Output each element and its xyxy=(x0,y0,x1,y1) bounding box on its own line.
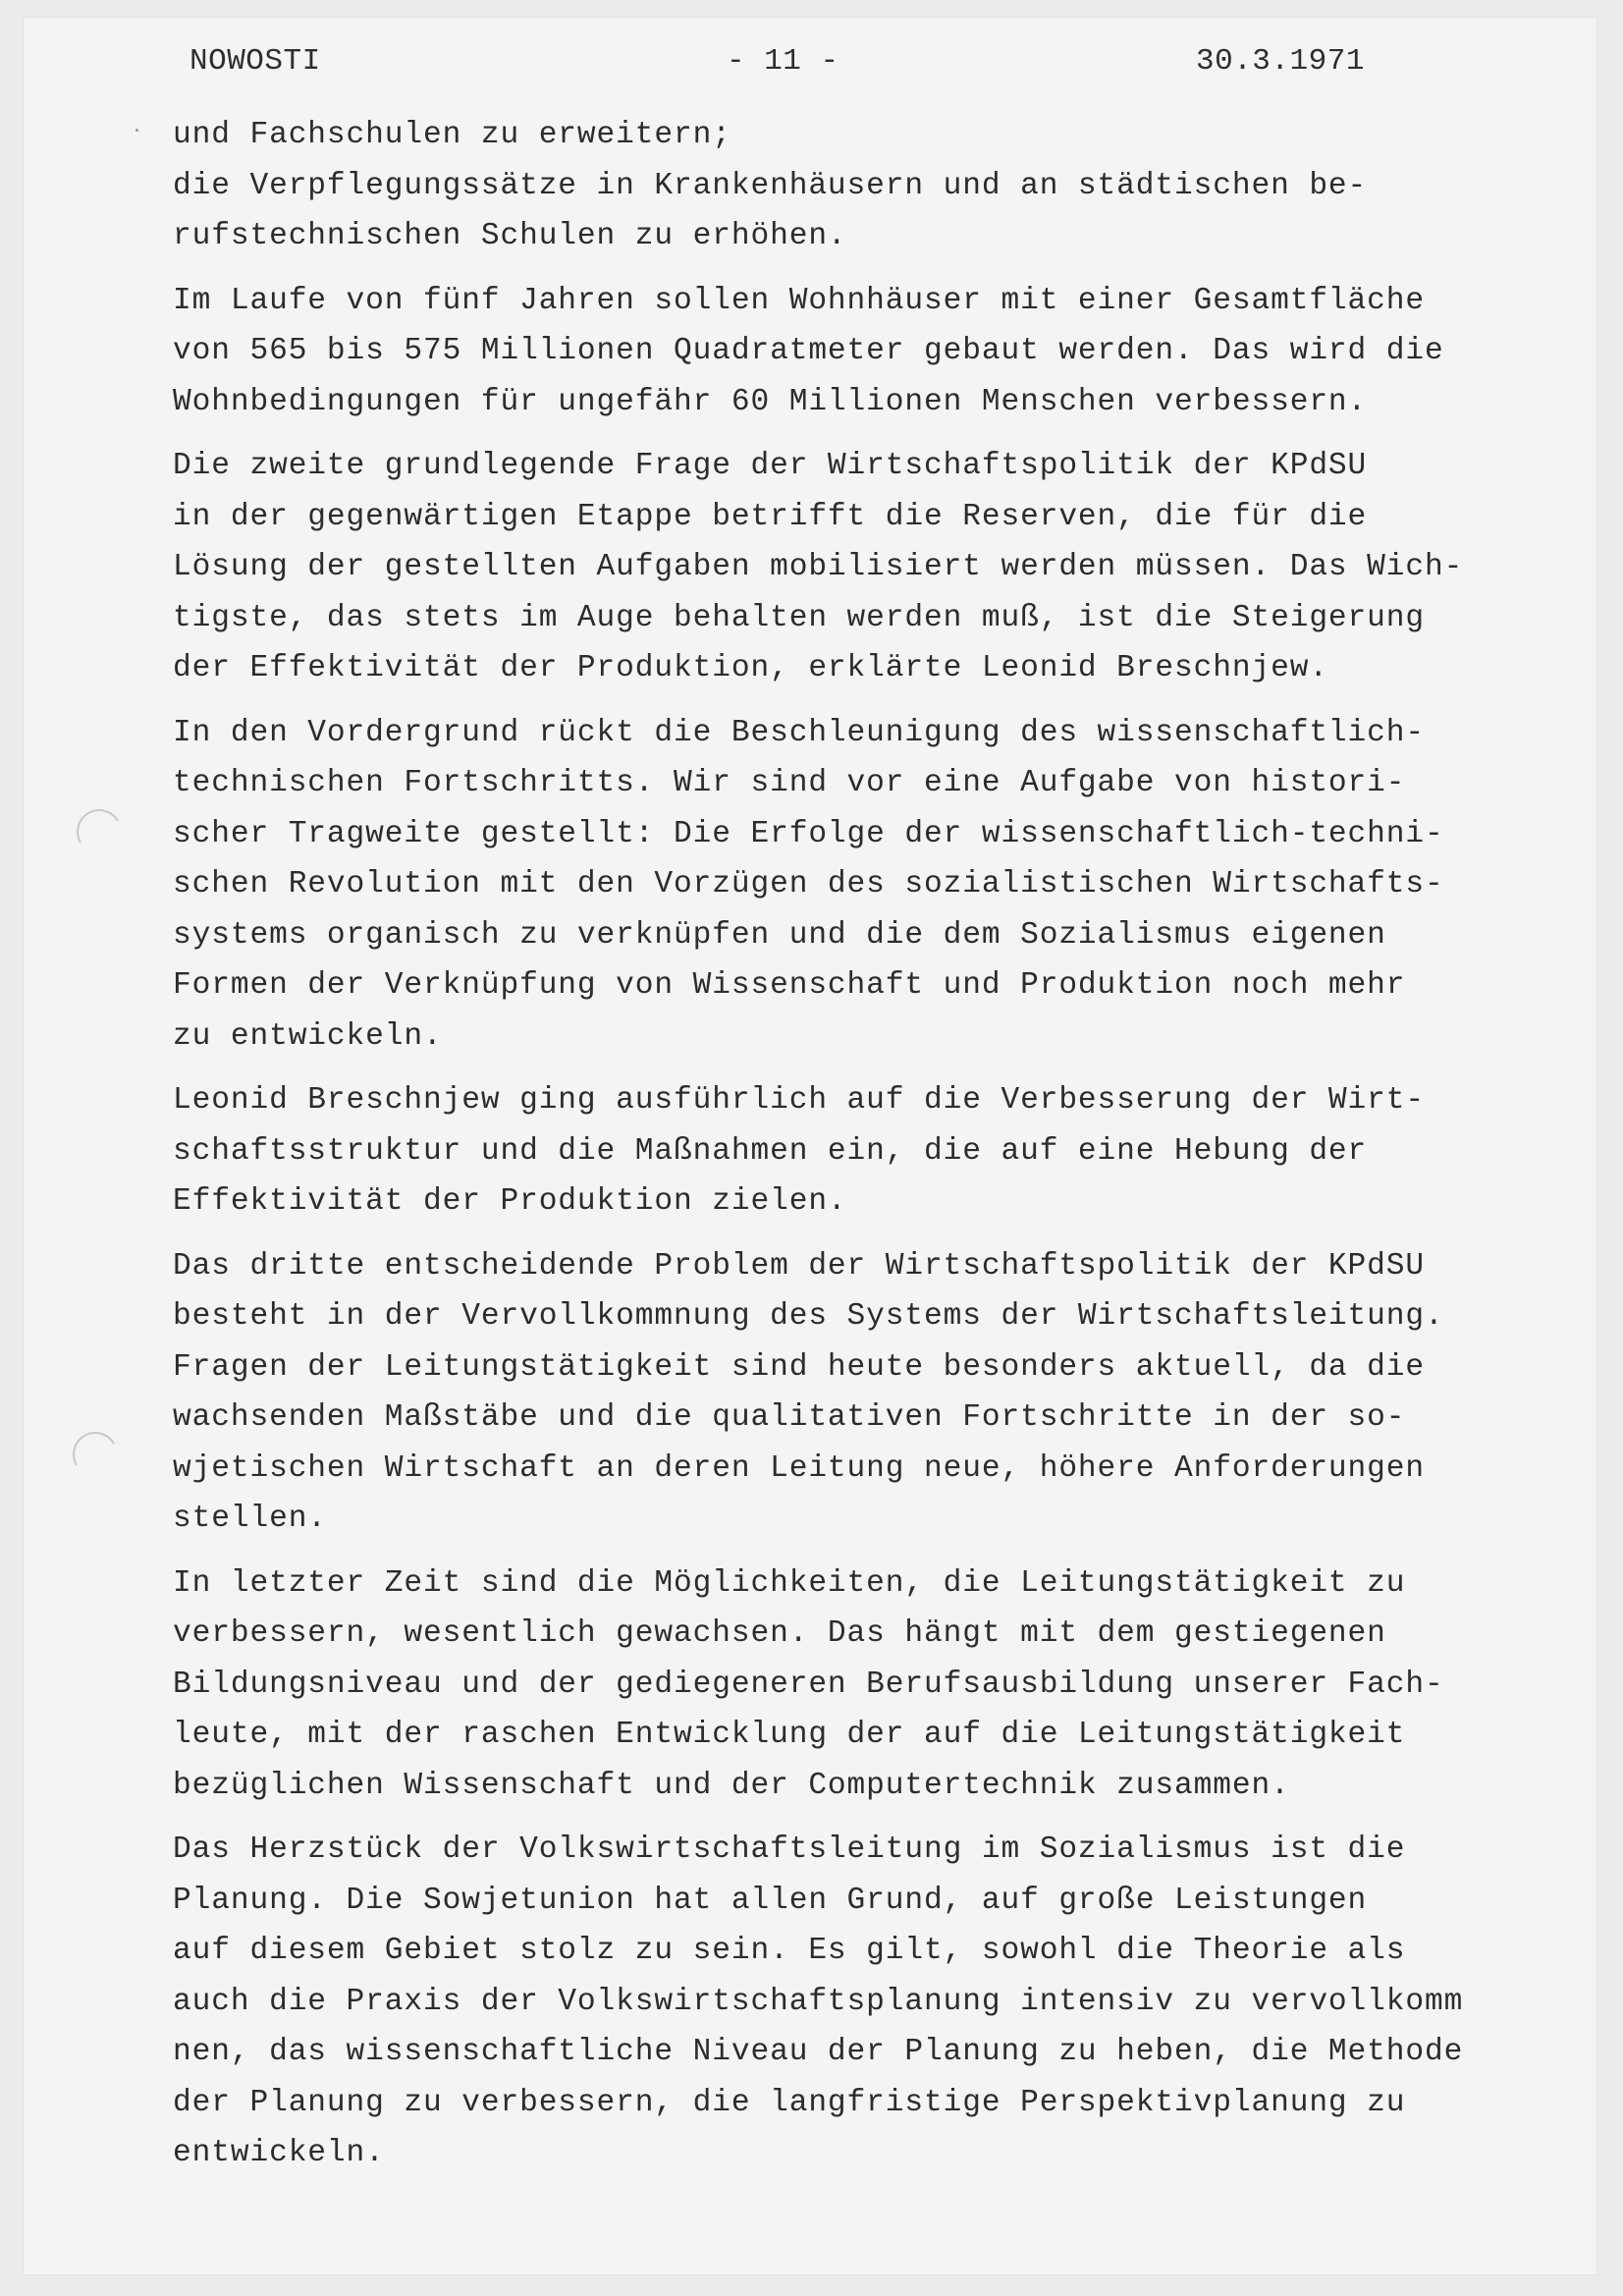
text-line: Das Herzstück der Volkswirtschaftsleitung im Sozialismus ist die xyxy=(173,1832,1406,1867)
paragraph xyxy=(173,1558,1567,1812)
document-body xyxy=(173,110,1567,2193)
text-line: schaftsstruktur und die Maßnahmen ein, die auf eine Hebung der xyxy=(173,1133,1368,1169)
text-line: wjetischen Wirtschaft an deren Leitung neue, höhere Anforderungen xyxy=(173,1450,1426,1486)
text-line: nen, das wissenschaftliche Niveau der Planung zu heben, die Methode xyxy=(173,2035,1464,2069)
text-line: bezüglichen Wissenschaft und der Computertechnik zusammen. xyxy=(173,1768,1290,1803)
text-line: technischen Fortschritts. Wir sind vor eine Aufgabe von histori- xyxy=(173,766,1406,800)
paragraph xyxy=(173,110,1567,262)
text-line: In letzter Zeit sind die Möglichkeiten, die Leitungstätigkeit zu xyxy=(173,1565,1406,1601)
text-line: Im Laufe von fünf Jahren sollen Wohnhäuser mit einer Gesamtfläche xyxy=(173,283,1426,318)
text-line: Bildungsniveau und der gediegeneren Berufsausbildung unserer Fach- xyxy=(173,1667,1444,1702)
text-line: Fragen der Leitungstätigkeit sind heute besonders aktuell, da die xyxy=(173,1349,1426,1385)
text-line: verbessern, wesentlich gewachsen. Das hängt mit dem gestiegenen xyxy=(173,1616,1386,1651)
text-line: schen Revolution mit den Vorzügen des sozialistischen Wirtschafts- xyxy=(173,867,1444,902)
punch-hole-mark xyxy=(68,1427,123,1482)
text-line: scher Tragweite gestellt: Die Erfolge der wissenschaftlich-techni- xyxy=(173,816,1444,851)
text-line: Wohnbedingungen für ungefähr 60 Millionen Menschen verbessern. xyxy=(173,384,1368,419)
text-line: und Fachschulen zu erweitern; xyxy=(173,118,731,152)
text-line: tigste, das stets im Auge behalten werden muß, ist die Steigerung xyxy=(173,600,1426,635)
paragraph xyxy=(173,1075,1567,1228)
paragraph xyxy=(173,276,1567,428)
text-line: Das dritte entscheidende Problem der Wirtschaftspolitik der KPdSU xyxy=(173,1248,1426,1284)
text-line: In den Vordergrund rückt die Beschleunigung des wissenschaftlich- xyxy=(173,715,1426,750)
text-line: entwickeln. xyxy=(173,2136,385,2170)
text-line: leute, mit der raschen Entwicklung der auf die Leitungstätigkeit xyxy=(173,1718,1406,1752)
paragraph xyxy=(173,1241,1567,1545)
text-line: stellen. xyxy=(173,1502,327,1536)
margin-dot xyxy=(135,129,138,132)
paragraph xyxy=(173,708,1567,1063)
punch-hole-mark xyxy=(72,804,127,859)
header-source: NOWOSTI xyxy=(189,44,321,79)
text-line: Die zweite grundlegende Frage der Wirtschaftspolitik der KPdSU xyxy=(173,449,1368,483)
text-line: Effektivität der Produktion zielen. xyxy=(173,1184,847,1219)
text-line: Formen der Verknüpfung von Wissenschaft und Produktion noch mehr xyxy=(173,968,1406,1003)
text-line: die Verpflegungssätze in Krankenhäusern und an städtischen be- xyxy=(173,168,1368,203)
paragraph xyxy=(173,441,1567,694)
text-line: wachsenden Maßstäbe und die qualitativen Fortschritte in der so- xyxy=(173,1400,1406,1435)
text-line: von 565 bis 575 Millionen Quadratmeter gebaut werden. Das wird die xyxy=(173,334,1444,368)
text-line: rufstechnischen Schulen zu erhöhen. xyxy=(173,219,847,253)
header-date: 30.3.1971 xyxy=(1196,44,1365,79)
text-line: Planung. Die Sowjetunion hat allen Grund, auf große Leistungen xyxy=(173,1883,1368,1918)
text-line: Lösung der gestellten Aufgaben mobilisiert werden müssen. Das Wich- xyxy=(173,550,1464,584)
text-line: in der gegenwärtigen Etappe betrifft die Reserven, die für die xyxy=(173,499,1368,534)
text-line: auf diesem Gebiet stolz zu sein. Es gilt, sowohl die Theorie als xyxy=(173,1934,1406,1968)
text-line: besteht in der Vervollkommnung des Systems der Wirtschaftsleitung. xyxy=(173,1299,1444,1334)
page-header xyxy=(0,44,1623,93)
text-line: der Effektivität der Produktion, erklärte Leonid Breschnjew. xyxy=(173,651,1328,685)
text-line: der Planung zu verbessern, die langfristige Perspektivplanung zu xyxy=(173,2085,1406,2120)
text-line: zu entwickeln. xyxy=(173,1018,443,1054)
text-line: Leonid Breschnjew ging ausführlich auf die Verbesserung der Wirt- xyxy=(173,1083,1426,1118)
text-line: systems organisch zu verknüpfen und die dem Sozialismus eigenen xyxy=(173,917,1386,953)
page-number: - 11 - xyxy=(727,44,839,79)
paragraph xyxy=(173,1825,1567,2179)
text-line: auch die Praxis der Volkswirtschaftsplanung intensiv zu vervollkomm xyxy=(173,1984,1464,2019)
